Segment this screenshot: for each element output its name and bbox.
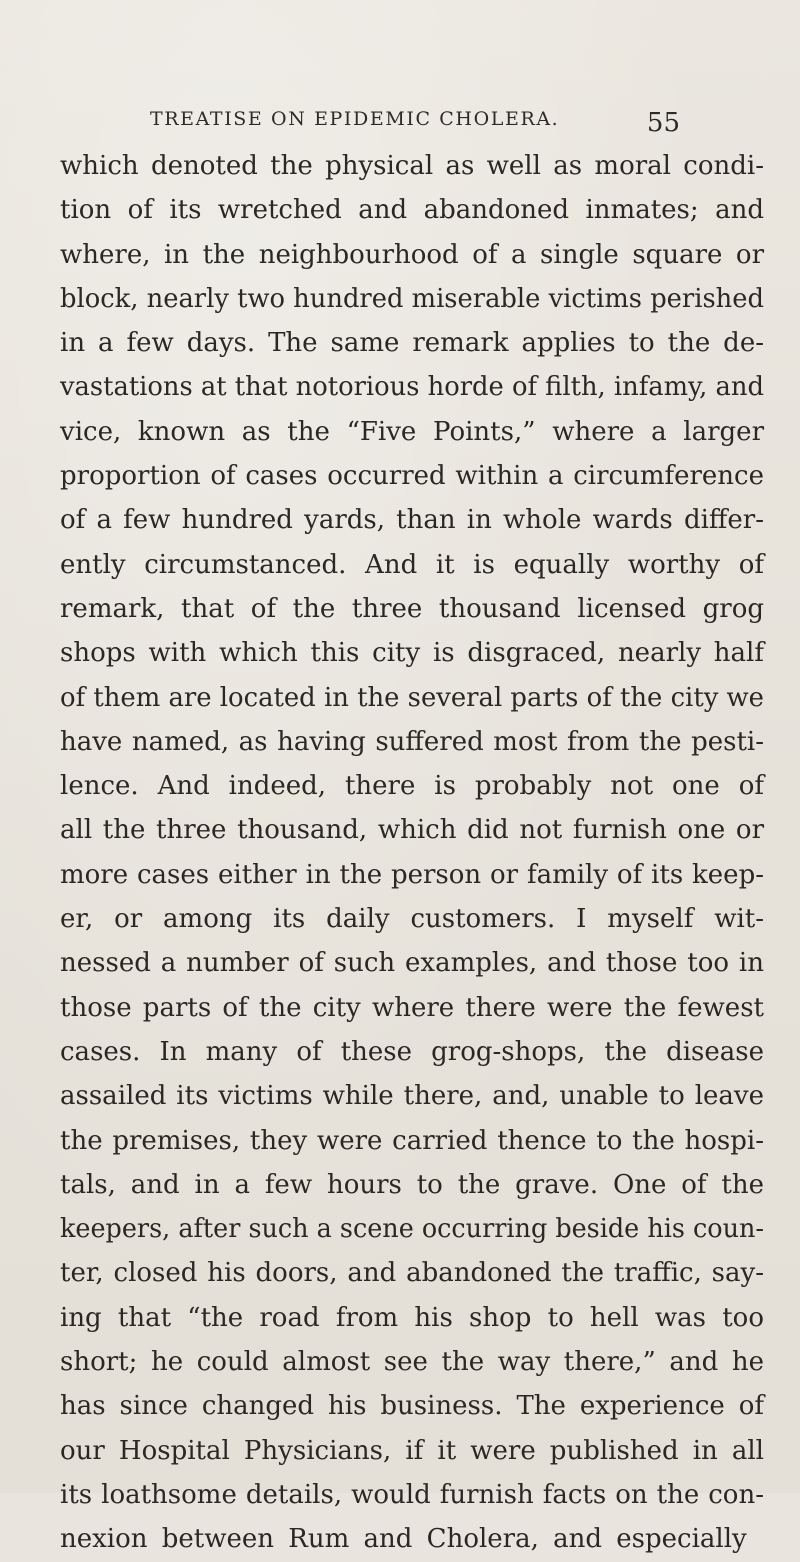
text-line-content: its loathsome details, would furnish facts on the con- [60, 1479, 764, 1510]
text-line-content: keepers, after such a scene occurring beside his coun- [60, 1214, 764, 1245]
text-line-content: in a few days. The same remark applies to the de- [60, 328, 764, 359]
text-line-content: remark, that of the three thousand licensed grog [60, 593, 764, 624]
text-line [60, 808, 764, 852]
text-line-content: tion of its wretched and abandoned inmates; and [60, 195, 764, 226]
text-line-content: nessed a number of such examples, and those too in [60, 948, 764, 979]
text-line [60, 631, 764, 675]
text-line-content: cases. In many of these grog-shops, the disease [60, 1036, 764, 1067]
text-line-content: vice, known as the “Five Points,” where a larger [60, 416, 764, 447]
text-line-content: of them are located in the several parts of the city we [60, 682, 764, 713]
text-line-content: have named, as having suffered most from the pesti- [60, 726, 764, 757]
text-line [60, 277, 764, 321]
text-line-content: our Hospital Physicians, if it were published in all [60, 1435, 764, 1466]
text-line [60, 897, 764, 941]
text-line-content: vastations at that notorious horde of filth, infamy, and [60, 372, 764, 403]
body-text [60, 144, 764, 1562]
text-line [60, 144, 764, 188]
text-line [60, 1030, 764, 1074]
text-line [60, 321, 764, 365]
text-line-content: block, nearly two hundred miserable victims perished [60, 283, 764, 314]
text-line-content: more cases either in the person or family of its keep- [60, 859, 764, 890]
text-line [60, 1074, 764, 1118]
text-line-content: which denoted the physical as well as moral condi- [60, 151, 764, 181]
text-line-content: ing that “the road from his shop to hell was too [60, 1302, 764, 1333]
text-line-content: those parts of the city where there were the fewest [60, 992, 764, 1023]
text-line [60, 1119, 764, 1163]
page-number: 55 [646, 108, 680, 138]
text-line-content: nexion between Rum and Cholera, and especially [60, 1524, 747, 1555]
text-line-content: shops with which this city is disgraced, nearly half [60, 638, 764, 669]
text-line [60, 853, 764, 897]
text-line [60, 1384, 764, 1428]
text-line-content: proportion of cases occurred within a circumference [60, 461, 764, 492]
text-line [60, 720, 764, 764]
text-line [60, 587, 764, 631]
text-line [60, 676, 764, 720]
text-line-content: assailed its victims while there, and, unable to leave [60, 1081, 764, 1112]
text-line-content: where, in the neighbourhood of a single square or [60, 239, 764, 270]
text-line [60, 498, 764, 542]
text-line [60, 1207, 764, 1251]
text-line-content: the premises, they were carried thence to the hospi- [60, 1125, 764, 1156]
text-line-content: of a few hundred yards, than in whole wards differ- [60, 505, 764, 536]
text-line-content: short; he could almost see the way there,” and he [60, 1347, 764, 1378]
text-line [60, 233, 764, 277]
text-line [60, 1296, 764, 1340]
text-line [60, 1163, 764, 1207]
text-line [60, 410, 764, 454]
running-title: TREATISE ON EPIDEMIC CHOLERA. [150, 108, 560, 130]
text-line [60, 1251, 764, 1295]
text-line-content: has since changed his business. The experience of [60, 1391, 764, 1422]
text-line [60, 764, 764, 808]
text-line [60, 1429, 764, 1473]
text-line [60, 188, 764, 232]
running-head [150, 108, 680, 144]
text-line-content: ently circumstanced. And it is equally worthy of [60, 549, 764, 580]
text-line-content: er, or among its daily customers. I myself wit- [60, 904, 764, 935]
text-line-content: all the three thousand, which did not furnish one or [60, 815, 764, 846]
text-line [60, 1517, 764, 1561]
text-line [60, 1473, 764, 1517]
text-line [60, 543, 764, 587]
text-line-content: lence. And indeed, there is probably not one of [60, 771, 764, 802]
text-line [60, 454, 764, 498]
text-line [60, 365, 764, 409]
text-line-content: ter, closed his doors, and abandoned the traffic, say- [60, 1258, 764, 1289]
text-line-content: tals, and in a few hours to the grave. One of the [60, 1169, 764, 1200]
text-line [60, 941, 764, 985]
text-line [60, 1340, 764, 1384]
text-line [60, 986, 764, 1030]
